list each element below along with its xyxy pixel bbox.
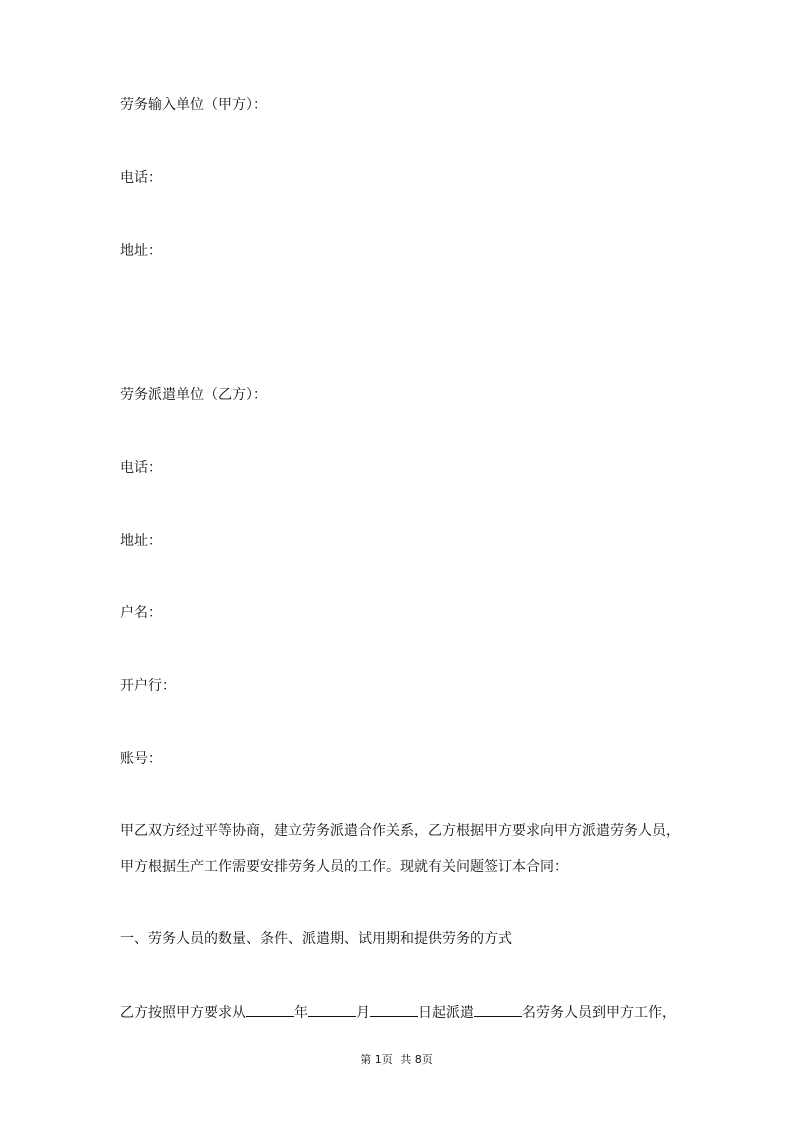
month-blank (308, 1002, 356, 1017)
count-blank (474, 1002, 522, 1017)
party-a-phone-label: 电话： (120, 170, 162, 186)
p1-year-label: 年 (294, 1005, 308, 1021)
day-blank (370, 1002, 418, 1017)
party-b-unit-label: 劳务派遣单位（乙方）： (120, 387, 267, 403)
party-b-address-label: 地址： (120, 533, 162, 549)
p1-day-label: 日起派遣 (418, 1005, 474, 1021)
party-b-account-name-label: 户名： (120, 605, 162, 621)
year-blank (246, 1002, 294, 1017)
party-a-address-label: 地址： (120, 243, 162, 259)
intro-line-2: 甲方根据生产工作需要安排劳务人员的工作。现就有关问题签订本合同： (120, 859, 568, 875)
party-a-unit-label: 劳务输入单位（甲方）： (120, 97, 267, 113)
section-1-paragraph (120, 1002, 676, 1023)
party-b-phone-label: 电话： (120, 460, 162, 476)
page-number: 第 1页 (360, 1053, 393, 1066)
page-total: 共 8页 (400, 1053, 433, 1066)
party-b-account-no-label: 账号： (120, 751, 162, 767)
page-footer (0, 1052, 793, 1068)
p1-month-label: 月 (356, 1005, 370, 1021)
section-1-heading: 一、劳务人员的数量、条件、派遣期、试用期和提供劳务的方式 (120, 931, 512, 947)
p1-text-end: 名劳务人员到甲方工作， (522, 1005, 676, 1021)
intro-line-1: 甲乙双方经过平等协商，建立劳务派遣合作关系，乙方根据甲方要求向甲方派遣劳务人员， (120, 823, 680, 839)
p1-text-start: 乙方按照甲方要求从 (120, 1005, 246, 1021)
party-b-bank-label: 开户行： (120, 678, 176, 694)
